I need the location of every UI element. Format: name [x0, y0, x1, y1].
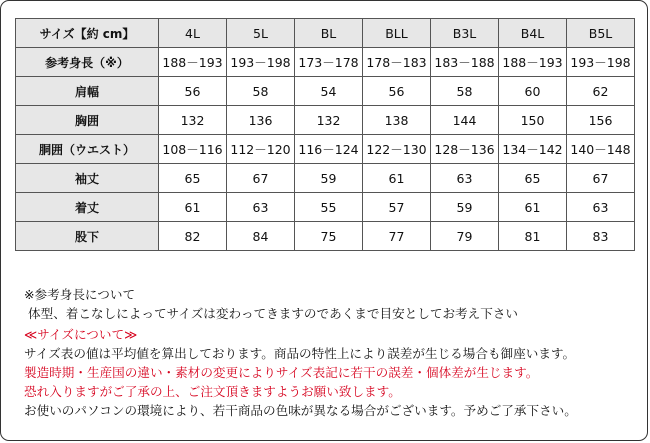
size-label: 4L [159, 19, 227, 48]
table-cell: 62 [567, 77, 635, 106]
table-cell: 188－193 [159, 48, 227, 77]
row-label: 肩幅 [16, 77, 159, 106]
table-cell: 58 [431, 77, 499, 106]
table-cell: 178－183 [363, 48, 431, 77]
size-label: BLL [363, 19, 431, 48]
table-cell: 67 [227, 164, 295, 193]
table-cell: 60 [499, 77, 567, 106]
size-label: B4L [499, 19, 567, 48]
table-cell: 193－198 [227, 48, 295, 77]
table-cell: 188－193 [499, 48, 567, 77]
row-label: 胸囲 [16, 106, 159, 135]
table-row [16, 164, 635, 193]
table-cell: 144 [431, 106, 499, 135]
table-cell: 138 [363, 106, 431, 135]
table-cell: 112－120 [227, 135, 295, 164]
size-heading: ≪サイズについて≫ [24, 327, 138, 342]
table-cell: 173－178 [295, 48, 363, 77]
size-label: BL [295, 19, 363, 48]
table-cell: 136 [227, 106, 295, 135]
table-cell: 61 [363, 164, 431, 193]
table-cell: 128－136 [431, 135, 499, 164]
table-cell: 67 [567, 164, 635, 193]
table-cell: 54 [295, 77, 363, 106]
table-cell: 61 [499, 193, 567, 222]
table-cell: 81 [499, 222, 567, 251]
height-note-body: 体型、着こなしによってサイズは変わってきますのであくまで目安としてお考え下さい [28, 306, 519, 321]
table-cell: 63 [227, 193, 295, 222]
table-cell: 134－142 [499, 135, 567, 164]
row-label: 袖丈 [16, 164, 159, 193]
table-cell: 77 [363, 222, 431, 251]
table-cell: 63 [567, 193, 635, 222]
table-cell: 65 [499, 164, 567, 193]
size-label: 5L [227, 19, 295, 48]
table-row [16, 48, 635, 77]
note-line-manufacturing: 製造時期・生産国の違い・素材の変更によりサイズ表記に若干の誤差・個体差が生じます。 [24, 365, 539, 380]
note-line-average: サイズ表の値は平均値を算出しております。商品の特性上により誤差が生じる場合も御座います。 [24, 346, 576, 361]
table-cell: 61 [159, 193, 227, 222]
table-cell: 140－148 [567, 135, 635, 164]
table-cell: 150 [499, 106, 567, 135]
table-cell: 84 [227, 222, 295, 251]
size-table [15, 18, 635, 251]
table-cell: 132 [159, 106, 227, 135]
table-cell: 156 [567, 106, 635, 135]
table-cell: 82 [159, 222, 227, 251]
table-cell: 59 [295, 164, 363, 193]
row-label: 参考身長（※） [16, 48, 159, 77]
size-label: B5L [567, 19, 635, 48]
row-label: 股下 [16, 222, 159, 251]
table-row [16, 193, 635, 222]
table-cell: 193－198 [567, 48, 635, 77]
table-row [16, 135, 635, 164]
row-label: 着丈 [16, 193, 159, 222]
table-cell: 56 [159, 77, 227, 106]
size-label: B3L [431, 19, 499, 48]
table-cell: 132 [295, 106, 363, 135]
table-cell: 63 [431, 164, 499, 193]
table-cell: 108－116 [159, 135, 227, 164]
row-label: 胴囲（ウエスト） [16, 135, 159, 164]
table-cell: 55 [295, 193, 363, 222]
table-cell: 58 [227, 77, 295, 106]
table-cell: 122－130 [363, 135, 431, 164]
table-cell: 183－188 [431, 48, 499, 77]
note-line-acknowledge: 恐れ入りますがご了承の上、ご注文頂きますようお願い致します。 [24, 384, 401, 399]
table-row [16, 106, 635, 135]
table-cell: 56 [363, 77, 431, 106]
table-row [16, 77, 635, 106]
table-cell: 59 [431, 193, 499, 222]
notes-section [24, 285, 577, 420]
table-cell: 65 [159, 164, 227, 193]
size-header-row [16, 19, 635, 48]
table-cell: 79 [431, 222, 499, 251]
table-cell: 57 [363, 193, 431, 222]
size-table-body [16, 48, 635, 251]
table-cell: 83 [567, 222, 635, 251]
note-line-color: お使いのパソコンの環境により、若干商品の色味が異なる場合がございます。予めご了承下さい。 [24, 403, 577, 418]
height-note-title: ※参考身長について [24, 287, 136, 302]
table-cell: 75 [295, 222, 363, 251]
table-row [16, 222, 635, 251]
table-cell: 116－124 [295, 135, 363, 164]
corner-label: サイズ【約 cm】 [16, 19, 159, 48]
